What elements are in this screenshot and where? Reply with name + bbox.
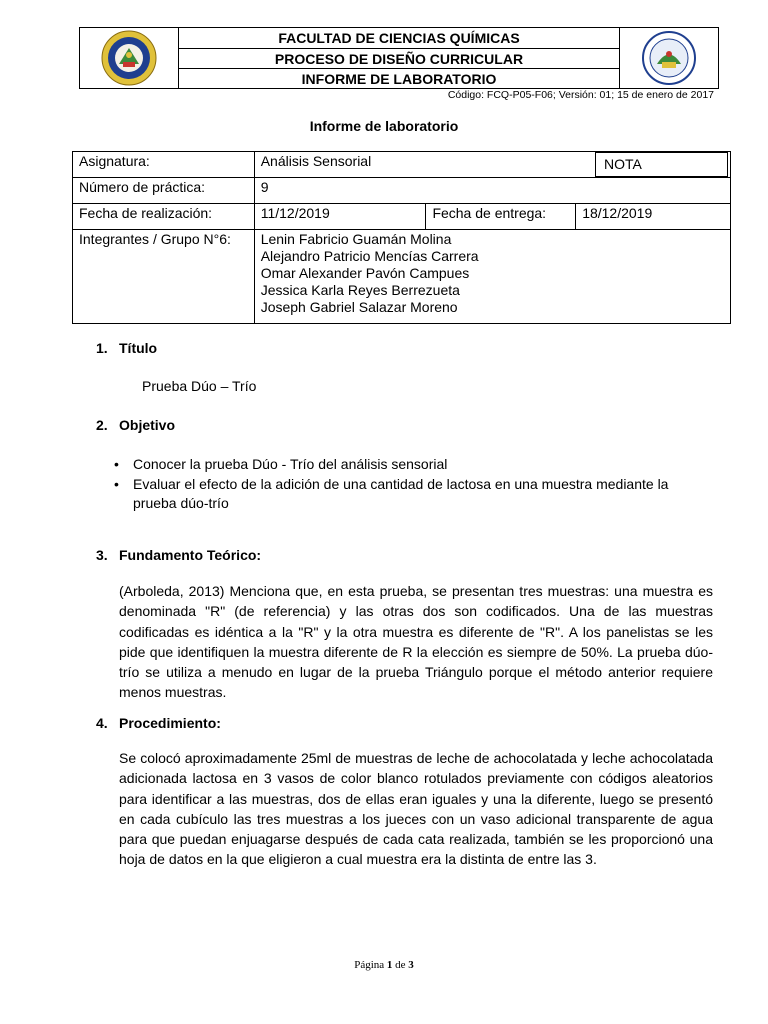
section-4-heading: 4. Procedimiento: — [96, 715, 221, 731]
faculty-seal-icon — [642, 31, 696, 85]
row-integrantes — [73, 230, 731, 324]
section-3-text: (Arboleda, 2013) Menciona que, en esta prueba, se presentan tres muestras: una muestra es denominada "R" (de referencia) y las otras dos son codificados. Una de las muestras codificadas es idéntica a la "R" y la otra muestra es diferente de "R". A los panelistas se les pide que identifiquen la muestra diferente de R la elección es siempre de 50%. La prueba dúo-trío se utiliza a menudo en lugar de la prueba Triángulo porque el método anterior requiere menos muestras. — [119, 583, 713, 701]
logo-right-cell — [619, 28, 718, 88]
asignatura-label: Asignatura: — [73, 152, 255, 178]
list-item: • Evaluar el efecto de la adición de una cantidad de lactosa en una muestra mediante la prueba dúo-trío — [114, 475, 714, 514]
row-fechas — [73, 204, 731, 230]
row-practica — [73, 178, 731, 204]
report-type: INFORME DE LABORATORIO — [179, 68, 619, 88]
integrantes-list — [254, 230, 730, 324]
logo-left-cell — [80, 28, 179, 88]
section-4-text: Se colocó aproximadamente 25ml de muestras de leche de achocolatada y leche achocolatada adicionada lactosa en 3 vasos de color blanco rotulados previamente con códigos aleatorios para identificar a las muestras, dos de ellas eran iguales y una la diferente, luego se presentó en cada cubículo las tres muestras a los jueces con un vaso adicional transparente de agua para que puedan enjuagarse después de cada cata realizada, también se les proporcionó una hoja de datos en la que eligieron a cual muestra era la distinta de entre las 3. — [119, 750, 713, 868]
faculty-name: FACULTAD DE CIENCIAS QUÍMICAS — [278, 30, 520, 46]
entrega-value: 18/12/2019 — [576, 204, 731, 230]
realizacion-value: 11/12/2019 — [254, 204, 426, 230]
realizacion-label: Fecha de realización: — [73, 204, 255, 230]
integrante: Omar Alexander Pavón Campues — [260, 265, 470, 281]
integrante: Lenin Fabricio Guamán Molina — [260, 231, 452, 247]
section-3-heading: 3. Fundamento Teórico: — [96, 547, 262, 563]
integrante: Jessica Karla Reyes Berrezueta — [260, 282, 460, 298]
process-name: PROCESO DE DISEÑO CURRICULAR — [179, 48, 619, 68]
practica-value: 9 — [254, 178, 730, 204]
grade-box: NOTA — [595, 152, 728, 177]
header-titles — [179, 28, 619, 88]
asignatura-value: Análisis Sensorial — [254, 152, 730, 178]
list-item: • Conocer la prueba Dúo - Trío del análisis sensorial — [114, 455, 714, 475]
document-header — [79, 27, 719, 89]
practica-label: Número de práctica: — [73, 178, 255, 204]
integrantes-label: Integrantes / Grupo N°6: — [73, 230, 255, 324]
integrante: Alejandro Patricio Mencías Carrera — [260, 248, 479, 264]
objectives-list — [114, 455, 714, 514]
university-seal-icon — [101, 30, 157, 86]
document-title: Informe de laboratorio — [309, 118, 459, 134]
integrante: Joseph Gabriel Salazar Moreno — [260, 299, 458, 315]
section-1-text: Prueba Dúo – Trío — [142, 378, 257, 394]
entrega-label: Fecha de entrega: — [426, 204, 576, 230]
document-code: Código: FCQ-P05-F06; Versión: 01; 15 de enero de 2017 — [447, 89, 714, 101]
section-2-heading: 2. Objetivo — [96, 417, 176, 433]
page-footer: Página 1 de 3 — [354, 959, 414, 971]
section-1-heading: 1. Título — [96, 340, 158, 356]
